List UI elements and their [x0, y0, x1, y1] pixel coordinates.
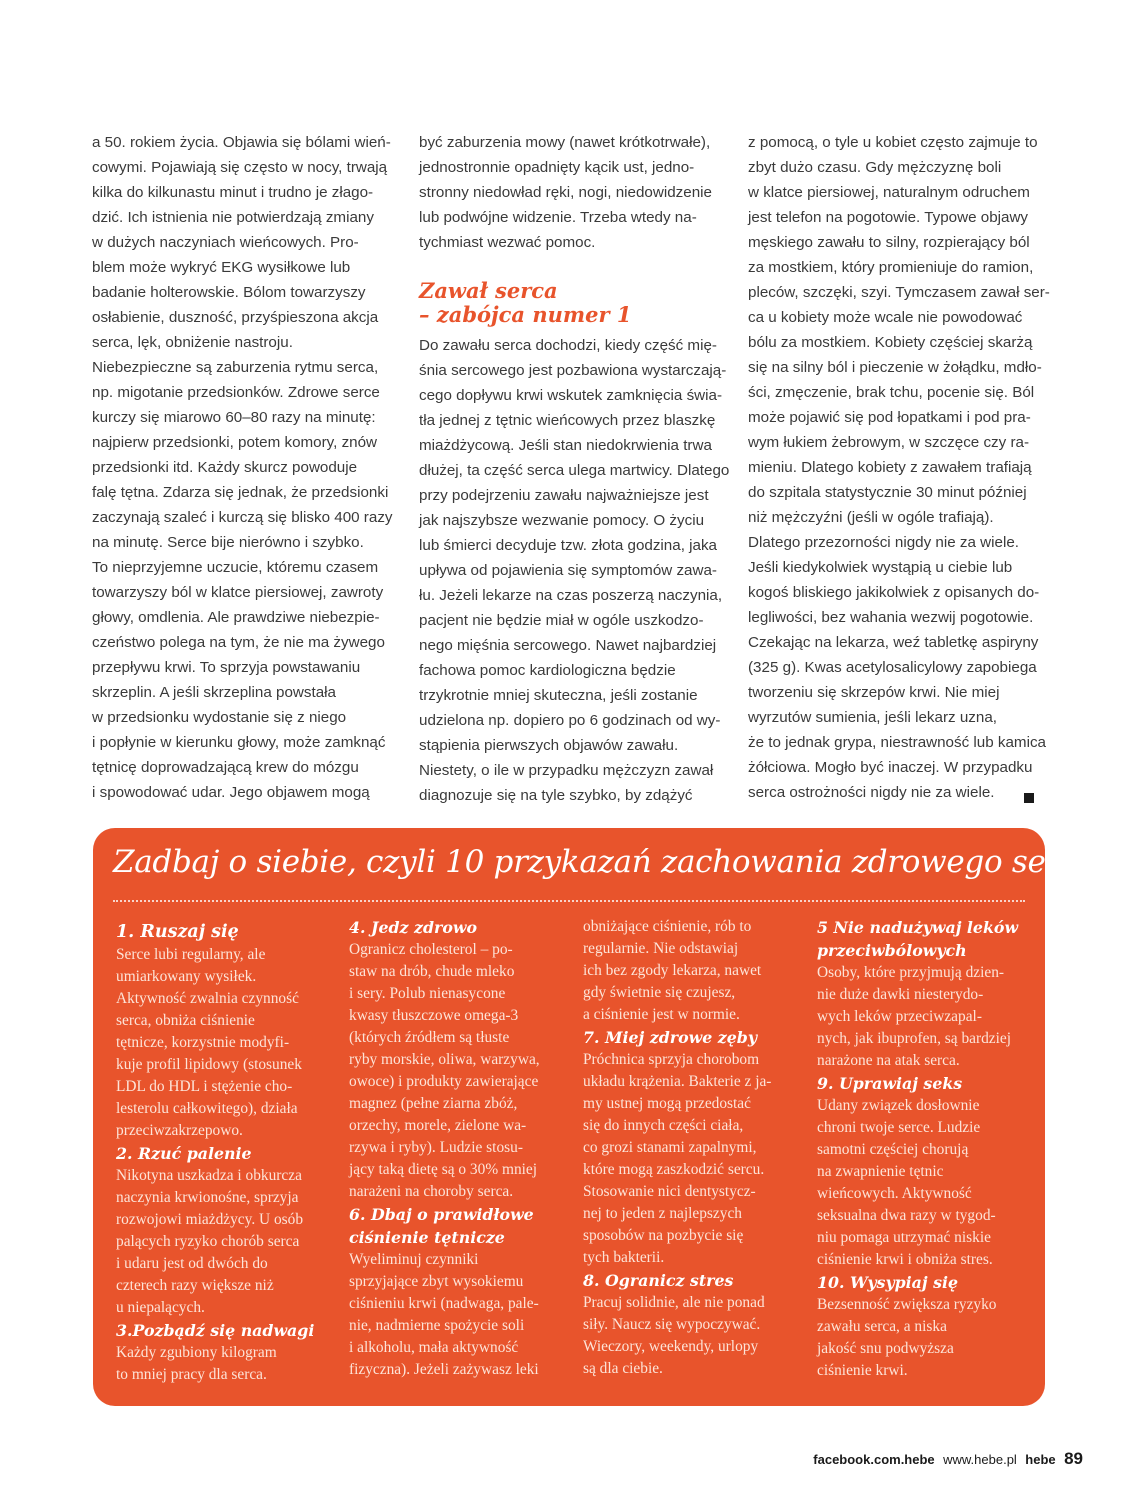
text-line: magnez (pełne ziarna zbóż, [349, 1095, 518, 1112]
tips-box [93, 828, 1096, 1406]
tips-column-1 [116, 920, 314, 1386]
tips-column-3 [583, 916, 771, 1380]
text-line: stąpienia pierwszych objawów zawału. [419, 737, 679, 754]
text-line: śnia sercowego jest pozbawiona wystarczają- [419, 362, 727, 379]
text-line: jak najszybsze wezwanie pomocy. O życiu [419, 512, 705, 529]
text-line: ciśnieniu krwi (nadwaga, pale- [349, 1295, 539, 1312]
tip-text [583, 1292, 771, 1380]
article-column-3 [748, 130, 1050, 805]
text-line: kwasy tłuszczowe omega-3 [349, 1007, 519, 1024]
text-line: samotni częściej chorują [817, 1141, 969, 1158]
text-line: Każdy zgubiony kilogram [116, 1344, 277, 1361]
tip-heading: 1. Ruszaj się [116, 922, 239, 942]
text-line: towarzyszy ból w klatce piersiowej, zawroty [92, 584, 384, 601]
text-line: badanie holterowskie. Bólom towarzyszy [92, 284, 366, 301]
text-line: czeństwo polega na tym, że nie ma żywego [92, 634, 385, 651]
text-line: i spowodować udar. Jego objawem mogą [92, 784, 370, 801]
text-line: bólu za mostkiem. Kobiety częściej skarżą [748, 334, 1033, 351]
text-line: staw na drób, chude mleko [349, 963, 515, 980]
text-line: orzechy, morele, zielone wa- [349, 1117, 527, 1134]
text-line: w przedsionku wydostanie się z niego [92, 709, 347, 726]
text-line: zaczynają szaleć i kurczą się blisko 400 razy [92, 509, 393, 526]
text-line: serca, lęk, obniżenie nastroju. [92, 334, 293, 351]
text-line: ści, zmęczenie, brak tchu, pocenie się. Ból [748, 384, 1035, 401]
text-line: wym łukiem żebrowym, w szczęce czy ra- [748, 434, 1030, 451]
text-line: żółciowa. Mogło być inaczej. W przypadku [748, 759, 1033, 776]
text-line: wyrzutów sumienia, jeśli lekarz uzna, [748, 709, 997, 726]
text-line: tychmiast wezwać pomoc. [419, 234, 596, 251]
text-line: serca ostrożności nigdy nie za wiele. [748, 784, 995, 801]
end-of-article-square-icon [1024, 793, 1034, 803]
text-line: tworzeniu się skrzepów krwi. Nie miej [748, 684, 1000, 701]
text-line: Udany związek dosłownie [817, 1097, 980, 1114]
tip-text [817, 1294, 1018, 1382]
text-line: Do zawału serca dochodzi, kiedy część mię- [419, 337, 717, 354]
text-line: Wyeliminuj czynniki [349, 1251, 479, 1268]
text-line: ca u kobiety może wcale nie powodować [748, 309, 1023, 326]
text-line: przepływu krwi. To sprzyja powstawaniu [92, 659, 361, 676]
tip-heading: 6. Dbaj o prawidłowe [349, 1205, 534, 1224]
text-line: stronny niedowład ręki, nogi, niedowidzenie [419, 184, 712, 201]
text-line: lesterolu całkowitego), działa [116, 1100, 298, 1117]
tip-text [116, 1165, 314, 1319]
text-line: fizyczna). Jeżeli zażywasz leki [349, 1361, 539, 1378]
text-line: tętnicę doprowadzającą krew do mózgu [92, 759, 359, 776]
tip-text [349, 1249, 540, 1381]
text-line: osłabienie, duszność, przyśpieszona akcja [92, 309, 379, 326]
text-line: i udaru jest od dwóch do [116, 1255, 268, 1272]
tip-heading: 5 Nie nadużywaj leków [817, 918, 1019, 937]
text-line: Osoby, które przyjmują dzien- [817, 964, 1005, 981]
website-link[interactable]: www.hebe.pl [943, 1452, 1017, 1467]
tip-heading: 10. Wysypiaj się [817, 1273, 959, 1292]
tip-text [349, 939, 540, 1203]
text-line: serca, obniża ciśnienie [116, 1012, 255, 1029]
text-line: miażdżycową. Jeśli stan niedokrwienia trwa [419, 437, 712, 454]
text-line: na minutę. Serce bije nierówno i szybko. [92, 534, 364, 551]
text-line: cowymi. Pojawiają się często w nocy, trwają [92, 159, 388, 176]
text-line: narażone na atak serca. [817, 1052, 960, 1069]
text-line: jący taką dietę są o 30% mniej [349, 1161, 538, 1178]
text-line: dłużej, ta część serca ulega martwicy. Dlatego [419, 462, 730, 479]
text-line: jest telefon na pogotowie. Typowe objawy [748, 209, 1029, 226]
text-line: jakość snu podwyższa [817, 1340, 954, 1357]
text-line: trzykrotnie mniej skuteczna, jeśli zostanie [419, 687, 698, 704]
text-line: w dużych naczyniach wieńcowych. Pro- [92, 234, 359, 251]
tip-text [817, 1095, 1018, 1271]
section-heading-line-1: Zawał serca [419, 278, 558, 303]
tip-heading: 2. Rzuć palenie [116, 1144, 252, 1163]
text-line: które mogą zaszkodzić sercu. [583, 1161, 765, 1178]
text-line: upływa od pojawienia się symptomów zawa- [419, 562, 717, 579]
article-column-1 [92, 130, 393, 805]
tip-heading: przeciwbólowych [817, 941, 967, 960]
text-line: się na silny ból i pieczenie w żołądku, mdło- [748, 359, 1042, 376]
text-line: Pracuj solidnie, ale nie ponad [583, 1294, 765, 1311]
section-heading [419, 279, 729, 327]
text-line: ich bez zgody lekarza, nawet [583, 962, 762, 979]
text-line: a 50. rokiem życia. Objawia się bólami wień- [92, 134, 391, 151]
text-line: to mniej pracy dla serca. [116, 1366, 267, 1383]
text-line: chroni twoje serce. Ludzie [817, 1119, 981, 1136]
text-line: seksualna dwa razy w tygod- [817, 1207, 996, 1224]
text-line: palących ryzyko chorób serca [116, 1233, 300, 1250]
tip-text [817, 962, 1018, 1072]
text-line: zbyt dużo czasu. Gdy mężczyznę boli [748, 159, 1002, 176]
tip-heading: 4. Jedz zdrowo [349, 918, 478, 937]
text-line: Czekając na lekarza, weź tabletkę aspiryny [748, 634, 1039, 651]
text-line: sposobów na pozbycie się [583, 1227, 744, 1244]
text-line: kuje profil lipidowy (stosunek [116, 1056, 302, 1073]
text-line: regularnie. Nie odstawiaj [583, 940, 739, 957]
text-line: pacjent nie będzie miał w ogóle uszkodzo- [419, 612, 704, 629]
text-line: Wieczory, weekendy, urlopy [583, 1338, 759, 1355]
text-line: w klatce piersiowej, naturalnym odruchem [748, 184, 1030, 201]
text-line: cego dopływu krwi wskutek zamknięcia świa- [419, 387, 723, 404]
text-line: kilka do kilkunastu minut i trudno je złago- [92, 184, 374, 201]
text-line: naczynia krwionośne, sprzyja [116, 1189, 299, 1206]
text-line: (których źródłem są tłuste [349, 1029, 510, 1046]
text-line: blem może wykryć EKG wysiłkowe lub [92, 259, 351, 276]
text-line: ciśnienie krwi i obniża stres. [817, 1251, 993, 1268]
text-line: kurczy się miarowo 60–80 razy na minutę: [92, 409, 376, 426]
text-line: co grozi stanami zapalnymi, [583, 1139, 757, 1156]
article-column-2-top [419, 130, 729, 255]
text-line: i alkoholu, mała aktywność [349, 1339, 519, 1356]
article-column-2 [419, 130, 729, 808]
text-line: przy podejrzeniu zawału najważniejsze jest [419, 487, 709, 504]
tip-heading: 7. Miej zdrowe zęby [583, 1028, 758, 1047]
text-line: i popłynie w kierunku głowy, może zamknąć [92, 734, 386, 751]
text-line: udzielona np. dopiero po 6 godzinach od wy- [419, 712, 721, 729]
text-line: Ogranicz cholesterol – po- [349, 941, 513, 958]
text-line: z pomocą, o tyle u kobiet często zajmuje to [748, 134, 1038, 151]
tips-column-2 [349, 916, 540, 1381]
text-line: u niepalących. [116, 1299, 205, 1316]
text-line: nie duże dawki niesterydo- [817, 986, 984, 1003]
text-line: lub podwójne widzenie. Trzeba wtedy na- [419, 209, 697, 226]
text-line: i sery. Polub nienasycone [349, 985, 506, 1002]
text-line: To nieprzyjemne uczucie, któremu czasem [92, 559, 379, 576]
text-line: rozwojowi miażdżycy. U osób [116, 1211, 304, 1228]
brand-logo: hebe [1025, 1452, 1056, 1467]
text-line: na zwapnienie tętnic [817, 1163, 944, 1180]
text-line: Nikotyna uszkadza i obkurcza [116, 1167, 302, 1184]
text-line: gdy świetnie się czujesz, [583, 984, 736, 1001]
text-line: narażeni na choroby serca. [349, 1183, 514, 1200]
text-line: może pojawić się pod łopatkami i pod pra- [748, 409, 1031, 426]
text-line: Jeśli kiedykolwiek wystąpią u ciebie lub [748, 559, 1013, 576]
text-line: Stosowanie nici dentystycz- [583, 1183, 756, 1200]
tips-column-4 [817, 916, 1018, 1382]
text-line: legliwości, bez wahania wezwij pogotowie. [748, 609, 1034, 626]
tips-box-title: Zadbaj o siebie, czyli 10 przykazań zachowania zdrowego serca [113, 844, 1096, 880]
text-line: owoce) i produkty zawierające [349, 1073, 539, 1090]
text-line: najpierw przedsionki, potem komory, znów [92, 434, 378, 451]
text-line: Aktywność zwalnia czynność [116, 990, 299, 1007]
text-line: do szpitala statystycznie 30 minut później [748, 484, 1027, 501]
text-line: tła jednej z tętnic wieńcowych przez blaszkę [419, 412, 716, 429]
text-line: dzić. Ich istnienia nie potwierdzają zmiany [92, 209, 374, 226]
text-line: nie, nadmierne spożycie soli [349, 1317, 525, 1334]
text-line: diagnozuje się na tyle szybko, by zdążyć [419, 787, 693, 804]
text-line: jednostronnie opadnięty kącik ust, jedno- [419, 159, 695, 176]
text-line: że to jednak grypa, niestrawność lub kamica [748, 734, 1046, 751]
text-line: układu krążenia. Bakterie z ja- [583, 1073, 772, 1090]
text-line: obniżające ciśnienie, rób to [583, 918, 752, 935]
section-heading-line-2: – zabójca numer 1 [419, 302, 632, 327]
text-line: Bezsenność zwiększa ryzyko [817, 1296, 997, 1313]
text-line: Próchnica sprzyja chorobom [583, 1051, 760, 1068]
text-line: rzywa i ryby). Ludzie stosu- [349, 1139, 523, 1156]
text-line: za mostkiem, który promieniuje do ramion, [748, 259, 1034, 276]
tip-text [116, 944, 314, 1142]
text-line: skrzeplin. A jeśli skrzeplina powstała [92, 684, 336, 701]
text-line: niu pomaga utrzymać niskie [817, 1229, 991, 1246]
tip-text [116, 1342, 314, 1386]
tip-heading: 9. Uprawiaj seks [817, 1074, 963, 1093]
text-line: tętnicze, korzystnie modyfi- [116, 1034, 290, 1051]
text-line: wieńcowych. Aktywność [817, 1185, 972, 1202]
text-line: głowy, omdlenia. Ale prawdziwe niebezpie- [92, 609, 380, 626]
text-line: a ciśnienie jest w normie. [583, 1006, 740, 1023]
text-line: być zaburzenia mowy (nawet krótkotrwałe), [419, 134, 711, 151]
text-line: Niestety, o ile w przypadku mężczyzn zawał [419, 762, 714, 779]
text-line: męskiego zawału to silny, rozpierający ból [748, 234, 1030, 251]
text-line: mieniu. Dlatego kobiety z zawałem trafiają [748, 459, 1032, 476]
tip-heading: 8. Ogranicz stres [583, 1271, 734, 1290]
text-line: ciśnienie krwi. [817, 1362, 908, 1379]
text-line: czterech razy większe niż [116, 1277, 274, 1294]
text-line: fachowa pomoc kardiologiczna będzie [419, 662, 676, 679]
page-number: 89 [1064, 1449, 1083, 1468]
text-line: są dla ciebie. [583, 1360, 663, 1377]
tip-text [583, 916, 771, 1026]
text-line: umiarkowany wysiłek. [116, 968, 257, 985]
text-line: kogoś bliskiego jakikolwiek z opisanych do- [748, 584, 1040, 601]
text-line: pleców, szczęki, szyi. Tymczasem zawał ser- [748, 284, 1050, 301]
text-line: my ustnej mogą przedostać [583, 1095, 751, 1112]
tip-text [583, 1049, 771, 1269]
text-line: (325 g). Kwas acetylosalicylowy zapobiega [748, 659, 1037, 676]
text-line: LDL do HDL i stężenie cho- [116, 1078, 293, 1095]
text-line: tych bakterii. [583, 1249, 665, 1266]
tip-heading: 3.Pozbądź się nadwagi [116, 1321, 315, 1340]
text-line: się do innych części ciała, [583, 1117, 744, 1134]
text-line: siły. Naucz się wypoczywać. [583, 1316, 761, 1333]
text-line: wych leków przeciwzapal- [817, 1008, 982, 1025]
text-line: przedsionki itd. Każdy skurcz powoduje [92, 459, 358, 476]
text-line: ryby morskie, oliwa, warzywa, [349, 1051, 540, 1068]
text-line: Dlatego przezorności nigdy nie za wiele. [748, 534, 1019, 551]
text-line: Serce lubi regularny, ale [116, 946, 266, 963]
tip-heading: ciśnienie tętnicze [349, 1228, 505, 1247]
text-line: łu. Jeżeli lekarze na czas poszerzą naczynia, [419, 587, 723, 604]
article-column-2-bottom [419, 333, 729, 808]
text-line: przeciwzakrzepowo. [116, 1122, 243, 1139]
text-line: nego mięśnia sercowego. Nawet najbardziej [419, 637, 717, 654]
text-line: zawału serca, a niska [817, 1318, 947, 1335]
text-line: np. migotanie przedsionków. Zdrowe serce [92, 384, 380, 401]
text-line: falę tętna. Zdarza się jednak, że przedsionki [92, 484, 389, 501]
text-line: niż mężczyźni (jeśli w ogóle trafiają). [748, 509, 994, 526]
text-line: lub śmierci decyduje tzw. złota godzina, jaka [419, 537, 717, 554]
text-line: Niebezpieczne są zaburzenia rytmu serca, [92, 359, 379, 376]
dotted-divider [113, 900, 1025, 902]
facebook-link[interactable]: facebook.com.hebe [813, 1452, 935, 1467]
text-line: sprzyjające zbyt wysokiemu [349, 1273, 524, 1290]
text-line: nej to jeden z najlepszych [583, 1205, 742, 1222]
page-footer [813, 1449, 1083, 1469]
text-line: nych, jak ibuprofen, są bardziej [817, 1030, 1012, 1047]
